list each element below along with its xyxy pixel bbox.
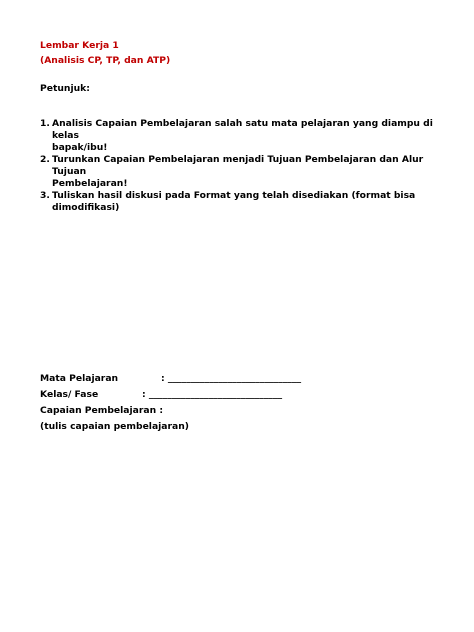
instruction-item-1 [40, 118, 440, 154]
worksheet-subtitle: (Analisis CP, TP, dan ATP) [40, 55, 171, 66]
instruction-number: 3. [40, 190, 50, 201]
worksheet-title: Lembar Kerja 1 [40, 40, 119, 51]
subject-row [40, 371, 440, 387]
cp-note: (tulis capaian pembelajaran) [40, 421, 189, 432]
class-field: : _____________________________ [142, 389, 283, 400]
form-fields [40, 371, 440, 435]
class-row [40, 387, 440, 403]
instruction-text-cont: bapak/ibu! [52, 142, 108, 153]
instruction-text-cont: Pembelajaran! [52, 178, 128, 189]
instruction-text: Turunkan Capaian Pembelajaran menjadi Tujuan Pembelajaran dan Alur Tujuan [52, 154, 424, 177]
instructions-list [40, 118, 440, 214]
subject-label: Mata Pelajaran [40, 373, 119, 384]
cp-note-row [40, 419, 440, 435]
cp-label: Capaian Pembelajaran : [40, 405, 163, 416]
instruction-number: 2. [40, 154, 50, 165]
instruction-item-3 [40, 190, 440, 214]
instruction-number: 1. [40, 118, 50, 129]
instructions-heading: Petunjuk: [40, 83, 90, 94]
cp-row [40, 403, 440, 419]
instruction-item-2 [40, 154, 440, 190]
instruction-text: Tuliskan hasil diskusi pada Format yang telah disediakan (format bisa dimodifikasi) [52, 190, 416, 213]
instruction-text: Analisis Capaian Pembelajaran salah satu mata pelajaran yang diampu di kelas [52, 118, 433, 141]
subject-field: : _____________________________ [161, 373, 302, 384]
class-label: Kelas/ Fase [40, 389, 99, 400]
